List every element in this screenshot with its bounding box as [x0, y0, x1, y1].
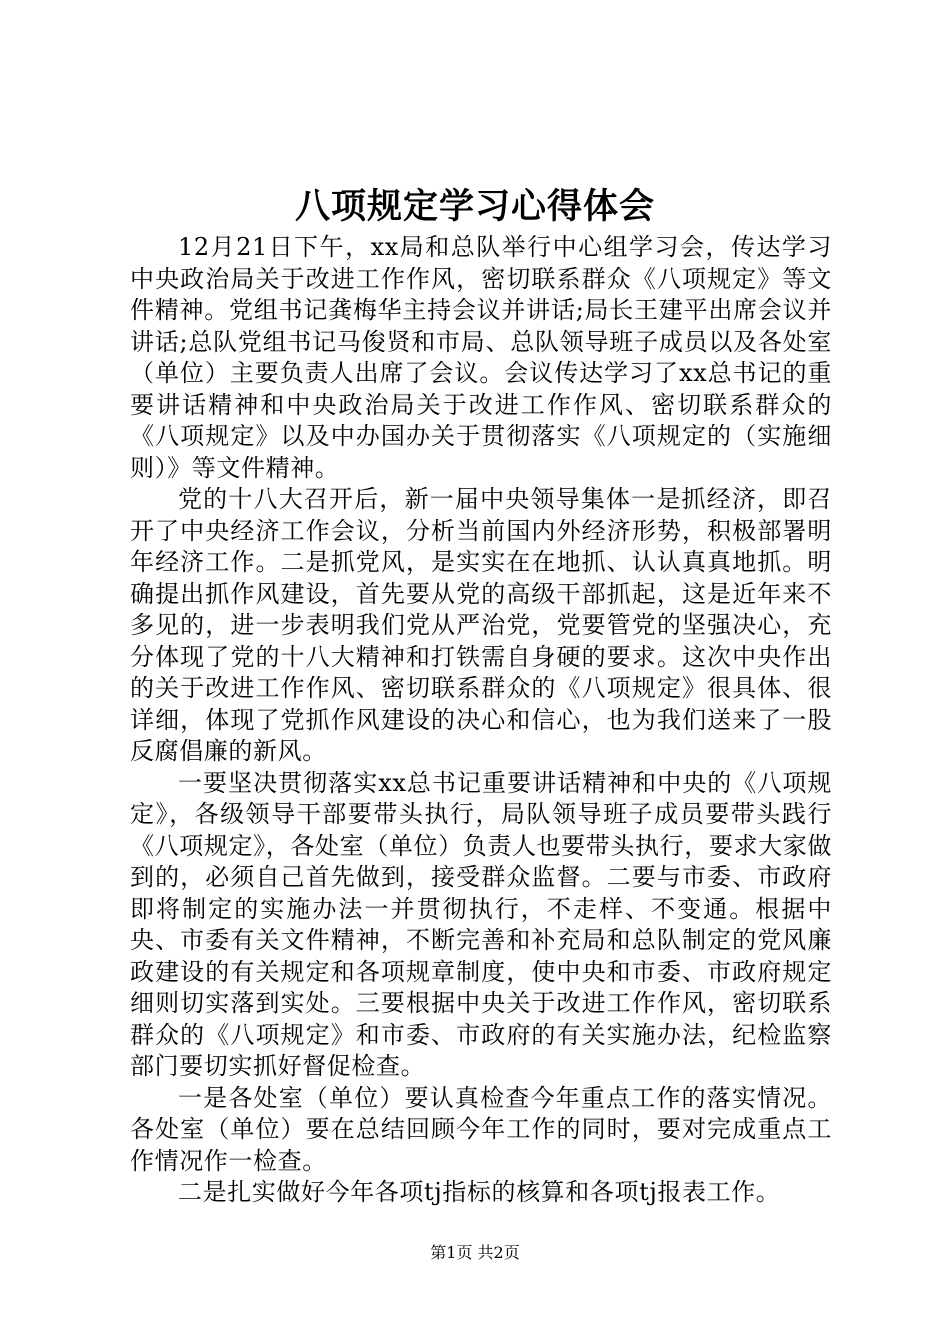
paragraph-3: 一要坚决贯彻落实xx总书记重要讲话精神和中央的《八项规定》，各级领导干部要带头执行，局队领导班子成员要带头践行《八项规定》，各处室（单位）负责人也要带头执行，要求大家做到的，必须自己首先做到，接受群众监督。二要与市委、市政府即将制定的实施办法一并贯彻执行，不走样、不变通。根据中央、市委有关文件精神，不断完善和补充局和总队制定的党风廉政建设的有关规定和各项规章制度，使中央和市委、市政府规定细则切实落到实处。三要根据中央关于改进工作作风，密切联系群众的《八项规定》和市委、市政府的有关实施办法，纪检监察部门要切实抓好督促检查。	[130, 768, 832, 1080]
paragraph-5: 二是扎实做好今年各项tj指标的核算和各项tj报表工作。	[178, 1178, 781, 1206]
document-title: 八项规定学习心得体会	[294, 186, 655, 227]
page-number-footer: 第1页 共2页	[430, 1243, 520, 1262]
paragraph-1: 12月21日下午，xx局和总队举行中心组学习会，传达学习中央政治局关于改进工作作风，密切联系群众《八项规定》等文件精神。党组书记龚梅华主持会议并讲话;局长王建平出席会议并讲话;总队党组书记马俊贤和市局、总队领导班子成员以及各处室（单位）主要负责人出席了会议。会议传达学习了xx总书记的重要讲话精神和中央政治局关于改进工作作风、密切联系群众的《八项规定》以及中办国办关于贯彻落实《八项规定的（实施细则）》等文件精神。	[130, 233, 832, 482]
document-body	[130, 232, 832, 1209]
paragraph-4: 一是各处室（单位）要认真检查今年重点工作的落实情况。各处室（单位）要在总结回顾今年工作的同时，要对完成重点工作情况作一检查。	[130, 1083, 832, 1175]
paragraph-2: 党的十八大召开后，新一届中央领导集体一是抓经济，即召开了中央经济工作会议，分析当前国内外经济形势，积极部署明年经济工作。二是抓党风，是实实在在地抓、认认真真地抓。明确提出抓作风建设，首先要从党的高级干部抓起，这是近年来不多见的，进一步表明我们党从严治党，党要管党的坚强决心，充分体现了党的十八大精神和打铁需自身硬的要求。这次中央作出的关于改进工作作风、密切联系群众的《八项规定》很具体、很详细，体现了党抓作风建设的决心和信心，也为我们送来了一股反腐倡廉的新风。	[130, 485, 832, 765]
